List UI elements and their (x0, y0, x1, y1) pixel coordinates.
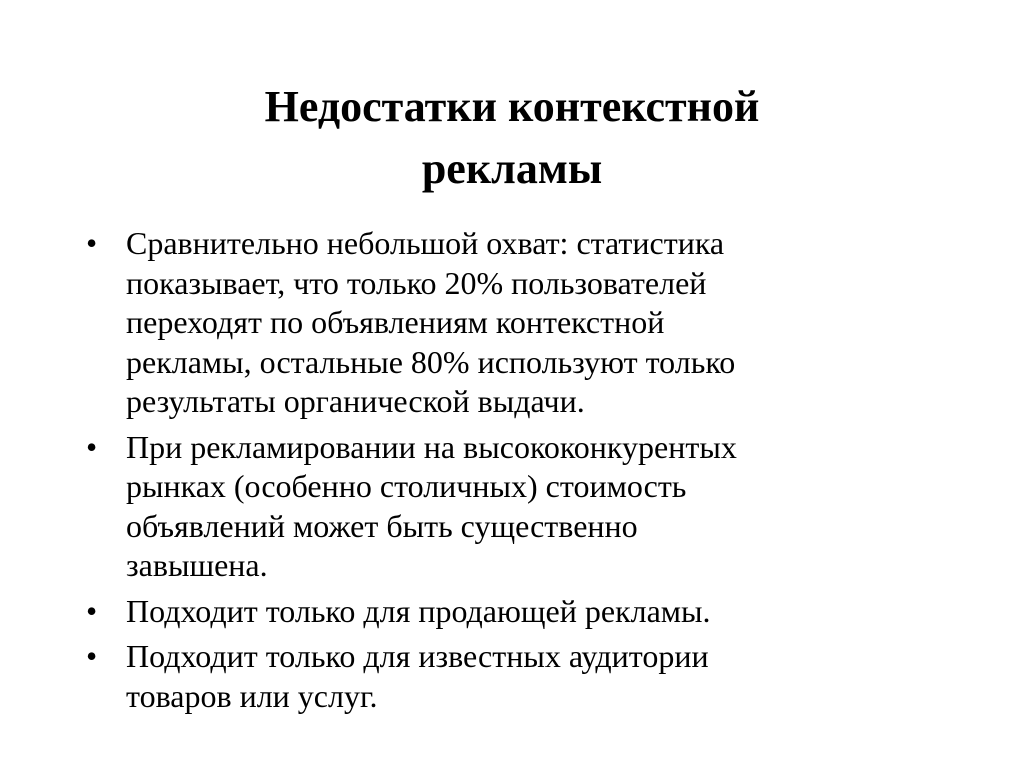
slide-title-line: Недостатки контекстной (264, 82, 760, 131)
bullet-line: При рекламировании на высококонкурентых (126, 428, 737, 465)
bullet-text (126, 638, 709, 714)
bullet-marker: • (86, 592, 98, 629)
bullet-line: рекламы, остальные 80% используют только (126, 343, 736, 380)
bullet-line: товаров или услуг. (126, 677, 378, 714)
bullet-line: Подходит только для известных аудитории (126, 638, 709, 674)
bullet-line: объявлений может быть существенно (126, 507, 638, 544)
bullet-line: переходят по объявлениям контекстной (126, 304, 665, 340)
bullet-item (86, 592, 966, 632)
slide-title-line: рекламы (421, 144, 603, 193)
bullet-marker: • (86, 225, 98, 261)
bullet-text (126, 429, 737, 584)
bullet-line: рынках (особенно столичных) стоимость (126, 468, 687, 504)
bullet-text (126, 593, 711, 629)
bullet-line: показывает, что только 20% пользователей (126, 264, 707, 301)
bullet-marker: • (86, 428, 98, 465)
bullet-item (86, 637, 966, 716)
bullet-list (86, 224, 966, 722)
bullet-line: завышена. (126, 547, 268, 583)
bullet-line: Подходит только для продающей рекламы. (126, 592, 711, 629)
bullet-marker: • (86, 638, 98, 674)
slide-title (0, 76, 1024, 200)
bullet-line: результаты органической выдачи. (126, 383, 585, 419)
bullet-text (126, 225, 735, 419)
bullet-item (86, 224, 966, 422)
bullet-item (86, 428, 966, 586)
bullet-line: Сравнительно небольшой охват: статистика (126, 225, 725, 261)
